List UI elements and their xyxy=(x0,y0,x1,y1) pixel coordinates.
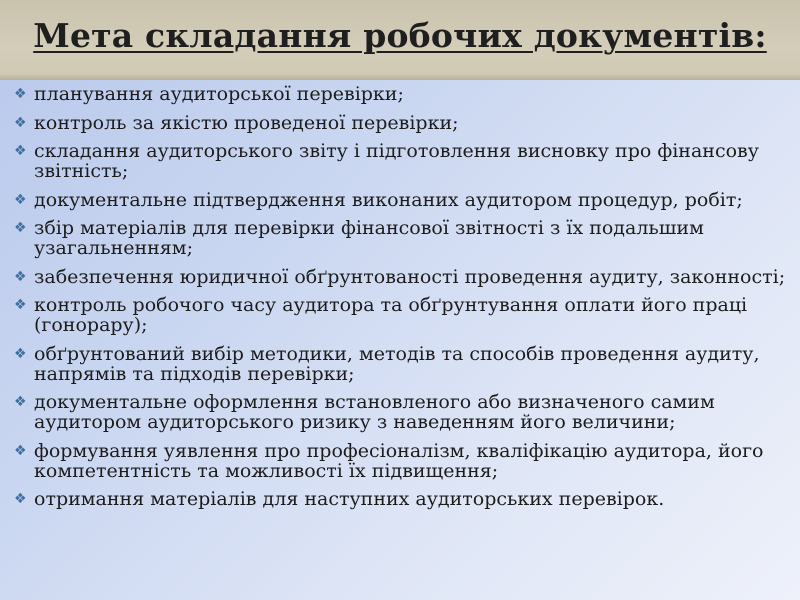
bullet-text: складання аудиторського звіту і підготовлення висновку про фінансову звітність; xyxy=(34,140,759,182)
diamond-outline-bullet-icon: ❖ xyxy=(14,114,27,131)
diamond-outline-bullet-icon: ❖ xyxy=(14,394,27,410)
bullet-text: контроль за якістю проведеної перевірки; xyxy=(34,111,459,134)
bullet-text: обґрунтований вибір методики, методів та способів проведення аудиту, напрямів та підходів перевірки; xyxy=(34,342,760,385)
bullet-text: документальне підтвердження виконаних аудитором процедур, робіт; xyxy=(34,188,743,211)
bullet-item xyxy=(14,190,789,210)
diamond-outline-bullet-icon: ❖ xyxy=(14,143,27,159)
bullet-text: документальне оформлення встановленого або визначеного самим аудитором аудиторського ризику з наведенням його величини; xyxy=(34,391,715,433)
bullet-item xyxy=(14,392,789,432)
diamond-outline-bullet-icon: ❖ xyxy=(14,345,27,362)
diamond-outline-bullet-icon: ❖ xyxy=(14,297,27,313)
slide-title: Мета складання робочих документів: xyxy=(33,16,767,55)
bullet-item xyxy=(14,489,789,509)
bullet-text: формування уявлення про професіоналізм, кваліфікацію аудитора, його компетентність та можливості їх підвищення; xyxy=(34,439,764,482)
diamond-outline-bullet-icon: ❖ xyxy=(14,442,27,459)
bullet-item xyxy=(14,84,789,104)
diamond-outline-bullet-icon: ❖ xyxy=(14,220,27,236)
bullet-item xyxy=(14,218,789,258)
diamond-outline-bullet-icon: ❖ xyxy=(14,268,27,285)
bullet-item xyxy=(14,113,789,133)
title-band xyxy=(0,0,800,80)
bullet-item xyxy=(14,344,789,384)
bullet-text: збір матеріалів для перевірки фінансової звітності з їх подальшим узагальненням; xyxy=(34,217,704,259)
diamond-outline-bullet-icon: ❖ xyxy=(14,191,27,208)
bullet-item xyxy=(14,141,789,181)
diamond-outline-bullet-icon: ❖ xyxy=(14,86,27,102)
content-panel xyxy=(0,80,800,600)
bullet-text: забезпечення юридичної обґрунтованості проведення аудиту, законності; xyxy=(34,265,786,288)
bullet-text: отримання матеріалів для наступних аудиторських перевірок. xyxy=(34,488,665,510)
bullet-text: планування аудиторської перевірки; xyxy=(34,83,404,105)
bullet-item xyxy=(14,295,789,335)
bullet-list xyxy=(14,84,789,518)
diamond-outline-bullet-icon: ❖ xyxy=(14,491,27,507)
bullet-item xyxy=(14,267,789,287)
bullet-text: контроль робочого часу аудитора та обґрунтування оплати його праці (гонорару); xyxy=(34,294,748,336)
bullet-item xyxy=(14,441,789,481)
